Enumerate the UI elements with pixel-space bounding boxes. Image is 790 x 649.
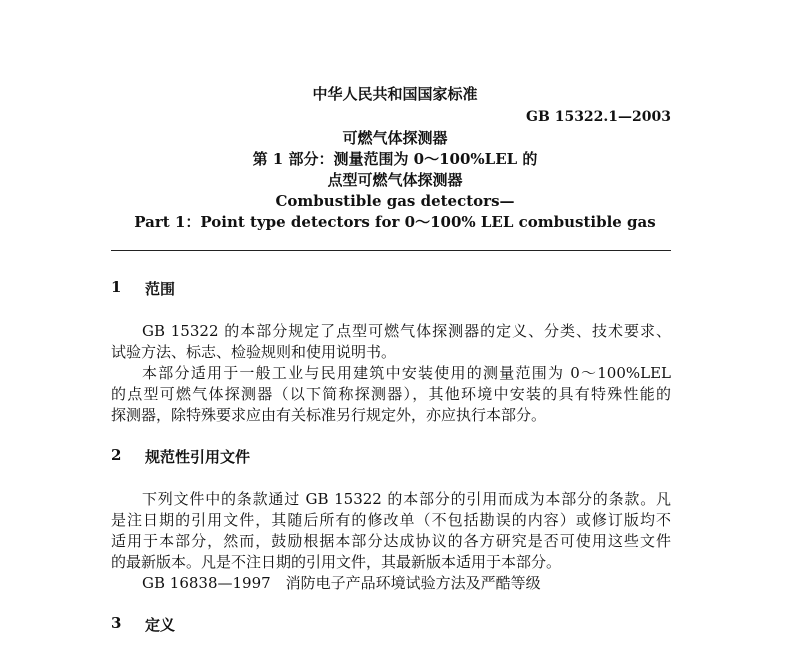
section-2-line-4: 的最新版本。凡是不注日期的引用文件，其最新版本适用于本部分。	[111, 553, 562, 571]
title-divider	[111, 250, 671, 251]
section-2-number: 2	[111, 446, 122, 464]
section-1-line-1: GB 15322 的本部分规定了点型可燃气体探测器的定义、分类、技术要求、	[142, 322, 671, 340]
standard-number: GB 15322.1—2003	[526, 109, 671, 125]
section-1-line-5: 探测器，除特殊要求应由有关标准另行规定外，亦应执行本部分。	[111, 406, 547, 424]
section-1-line-3: 本部分适用于一般工业与民用建筑中安装使用的测量范围为 0～100%LEL	[142, 364, 671, 382]
section-2-title: 规范性引用文件	[145, 448, 251, 466]
section-1-title: 范围	[145, 280, 176, 298]
section-2-line-1: 下列文件中的条款通过 GB 15322 的本部分的引用而成为本部分的条款。凡	[142, 490, 671, 508]
section-2-line-5: GB 16838—1997 消防电子产品环境试验方法及严酷等级	[142, 574, 541, 592]
section-1-line-4: 的点型可燃气体探测器（以下简称探测器），其他环境中安装的具有特殊性能的	[111, 385, 671, 403]
doc-title-line-3: 点型可燃气体探测器	[327, 171, 463, 189]
section-1-line-2: 试验方法、标志、检验规则和使用说明书。	[111, 343, 397, 361]
section-2-line-2: 是注日期的引用文件，其随后所有的修改单（不包括勘误的内容）或修订版均不	[111, 511, 671, 529]
section-2-line-3: 适用于本部分，然而，鼓励根据本部分达成协议的各方研究是否可使用这些文件	[111, 532, 671, 550]
standard-title: 中华人民共和国国家标准	[312, 85, 478, 103]
doc-title-en-line-1: Combustible gas detectors—	[275, 192, 515, 210]
section-3-number: 3	[111, 614, 122, 632]
section-1-number: 1	[111, 278, 122, 296]
doc-title-line-2: 第 1 部分：测量范围为 0～100%LEL 的	[252, 150, 538, 168]
doc-title-line-1: 可燃气体探测器	[342, 129, 448, 147]
doc-title-en-line-2: Part 1：Point type detectors for 0～100% LEL combustible gas	[134, 213, 656, 231]
section-3-title: 定义	[145, 616, 176, 634]
